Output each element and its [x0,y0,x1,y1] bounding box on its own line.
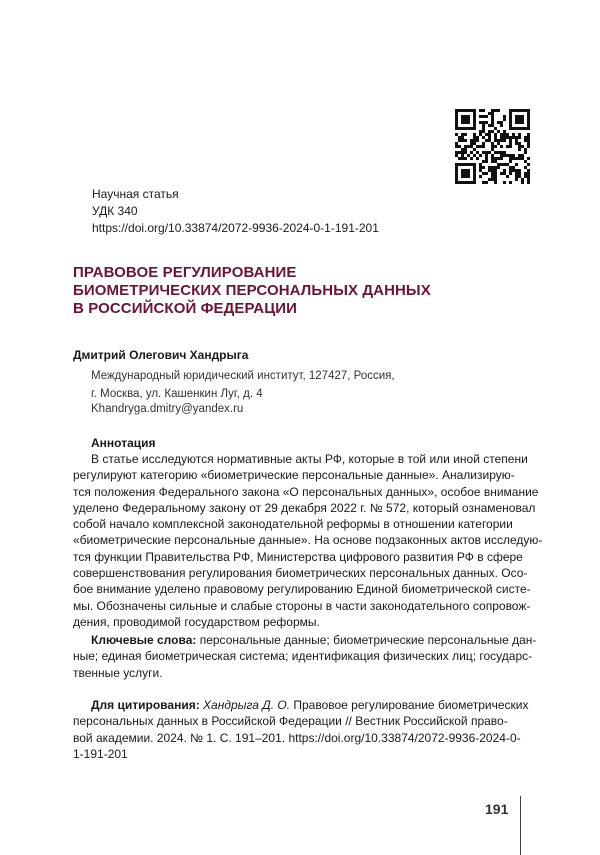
abstract-line: В статье исследуются нормативные акты РФ, которые в той или иной степени [91,452,528,466]
citation-line: персональных данных в Российской Федерации // Вестник Российской право- [73,714,508,729]
author-email[interactable]: Khandryga.dmitry@yandex.ru [91,403,244,415]
citation-label: Для цитирования: [91,698,200,712]
abstract-line: регулируют категорию «биометрические персональные данные». Анализирую- [73,468,515,483]
article-title [73,264,533,318]
abstract-line: собой начало комплексной законодательной реформы в отношении категории [73,517,513,532]
keywords-text: персональные данные; биометрические персональные дан- [196,633,537,647]
doi-link[interactable]: https://doi.org/10.33874/2072-9936-2024-0-1-191-201 [92,221,379,235]
affiliation-line: Международный юридический институт, 127427, Россия, [91,370,395,382]
page-number: 191 [485,801,509,817]
udc-code: УДК 340 [92,204,138,218]
citation-line: вой академии. 2024. № 1. С. 191–201. https://doi.org/10.33874/2072-9936-2024-0- [73,730,521,745]
citation-author: Хандрыга Д. О. [199,698,291,712]
title-line: В РОССИЙСКОЙ ФЕДЕРАЦИИ [73,300,298,317]
citation-text: Правовое регулирование биометрических [290,698,529,712]
keywords-line: ные; единая биометрическая система; идентификация физических лиц; государс- [73,649,533,664]
citation [73,697,533,762]
abstract-line: «биометрические персональные данные». На основе подзаконных актов исследую- [73,533,543,548]
keywords [73,632,537,681]
citation-line: 1-191-201 [73,746,128,761]
article-type: Научная статья [92,187,179,201]
abstract-line: уделено Федеральному закону от 29 декабря 2022 г. № 572, который ознаменовал [73,500,536,515]
title-line: БИОМЕТРИЧЕСКИХ ПЕРСОНАЛЬНЫХ ДАННЫХ [73,282,431,299]
citation-line [73,697,533,713]
author-name: Дмитрий Олегович Хандрыга [73,348,249,362]
abstract-heading: Аннотация [91,436,156,450]
abstract-line: мы. Обозначены сильные и слабые стороны в части законодательного сопровож- [73,598,531,613]
affiliation-line: г. Москва, ул. Кашенкин Луг, д. 4 [91,388,263,400]
title-line: ПРАВОВОЕ РЕГУЛИРОВАНИЕ [73,264,297,281]
page-divider [520,796,521,855]
abstract-line: тся функции Правительства РФ, Министерства цифрового развития РФ в сфере [73,549,523,564]
article-meta [92,186,379,237]
abstract-text [73,451,543,630]
keywords-label: Ключевые слова: [91,633,197,647]
abstract-line: дения, проводимой государством реформы. [73,614,320,629]
qr-code-icon [455,109,530,184]
abstract-line: бое внимание уделено правовому регулированию Единой биометрической систе- [73,582,531,597]
keywords-line [73,632,537,648]
abstract-line: совершенствования регулирования биометрических персональных данных. Осо- [73,566,528,581]
author-affiliation [91,367,395,403]
keywords-line: твенные услуги. [73,665,163,680]
abstract-line: тся положения Федерального закона «О персональных данных», особое внимание [73,484,539,499]
